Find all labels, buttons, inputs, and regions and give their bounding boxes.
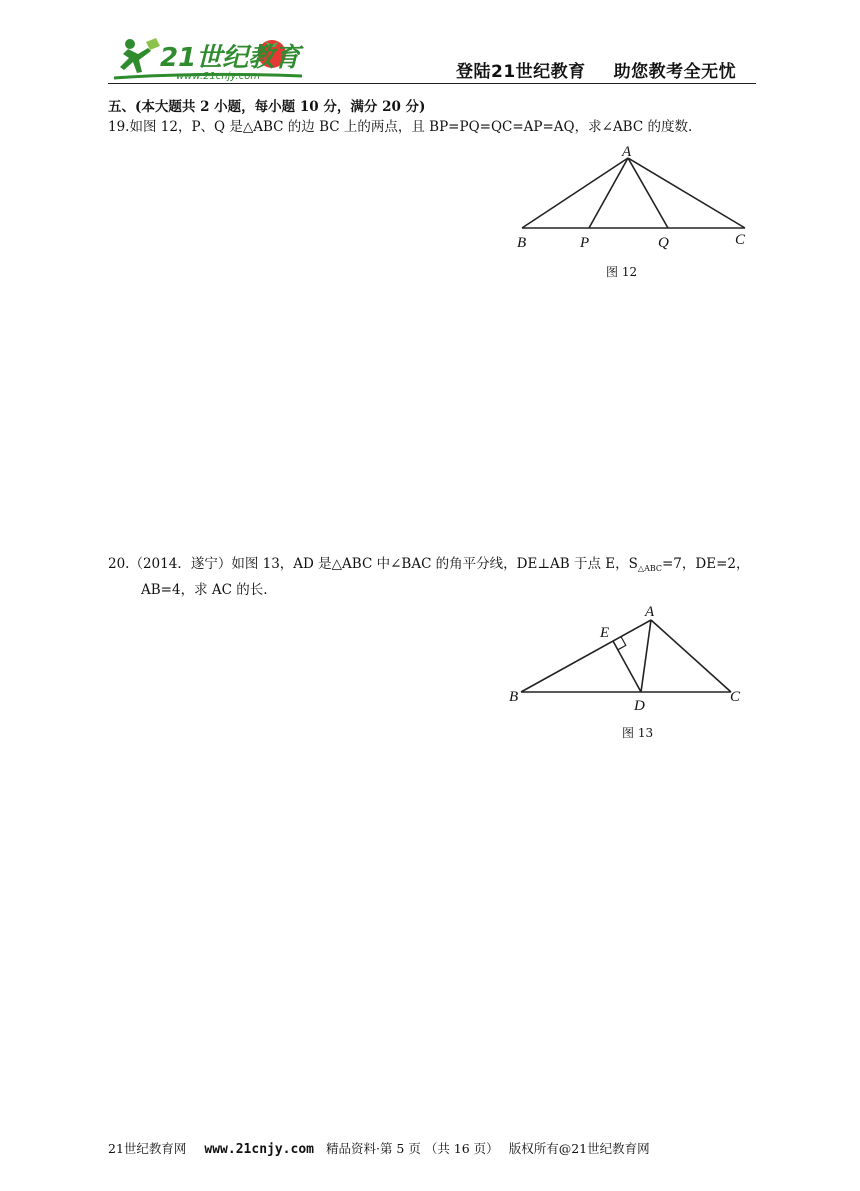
label-b: B xyxy=(517,235,527,251)
angle-bisector-diagram xyxy=(503,602,753,714)
header-slogan xyxy=(456,57,756,82)
question-20-line-2: AB=4，求 AC 的长. xyxy=(141,582,268,598)
logo-text: 21世纪教育 xyxy=(160,43,301,73)
segment-ap xyxy=(589,158,628,228)
question-19-text: 19.如图 12，P、Q 是△ABC 的边 BC 上的两点，且 BP=PQ=QC=AP=AQ，求∠ABC 的度数. xyxy=(108,119,693,135)
label-q: Q xyxy=(658,235,669,251)
page-footer xyxy=(108,1139,650,1157)
slogan-left: 登陆21世纪教育 xyxy=(456,62,586,82)
question-20-text-a: 20.（2014．遂宁）如图 13，AD 是△ABC 中∠BAC 的角平分线，DE⊥AB 于点 E，S xyxy=(108,556,638,572)
segment-ac xyxy=(651,620,731,692)
figure-12-caption: 图 12 xyxy=(606,265,638,279)
runner-logo-icon xyxy=(112,32,312,84)
site-logo xyxy=(112,32,312,84)
header-divider xyxy=(108,83,756,84)
segment-aq xyxy=(628,158,668,228)
logo-url: www.21cnjy.com xyxy=(176,71,261,82)
label-a: A xyxy=(622,144,632,160)
segment-de xyxy=(613,641,641,692)
question-20-text-b: =7，DE=2， xyxy=(662,556,750,572)
label-c: C xyxy=(730,689,741,705)
question-20-line-1 xyxy=(108,552,749,581)
label-p: P xyxy=(580,235,590,251)
segment-ac xyxy=(628,158,745,228)
footer-url[interactable]: www.21cnjy.com xyxy=(204,1142,314,1157)
segment-ad xyxy=(641,620,651,692)
area-subscript: △ABC xyxy=(637,564,662,573)
figure-13 xyxy=(503,602,753,718)
figure-12 xyxy=(508,140,758,259)
triangle-abc-diagram xyxy=(508,140,758,255)
section-heading: 五、(本大题共 2 小题，每小题 10 分，满分 20 分) xyxy=(108,99,426,115)
footer-page-info: 精品资料·第 5 页 （共 16 页） xyxy=(325,1141,499,1156)
label-a: A xyxy=(645,604,655,620)
footer-copyright: 版权所有@21世纪教育网 xyxy=(508,1141,650,1156)
label-e: E xyxy=(600,625,610,641)
segment-ab xyxy=(522,158,628,228)
segment-ab xyxy=(521,620,651,692)
label-b: B xyxy=(509,689,519,705)
footer-site-name: 21世纪教育网 xyxy=(108,1141,187,1156)
label-c: C xyxy=(735,232,746,248)
figure-13-caption: 图 13 xyxy=(622,726,654,740)
slogan-right: 助您教考全无忧 xyxy=(613,62,737,82)
label-d: D xyxy=(634,698,645,714)
